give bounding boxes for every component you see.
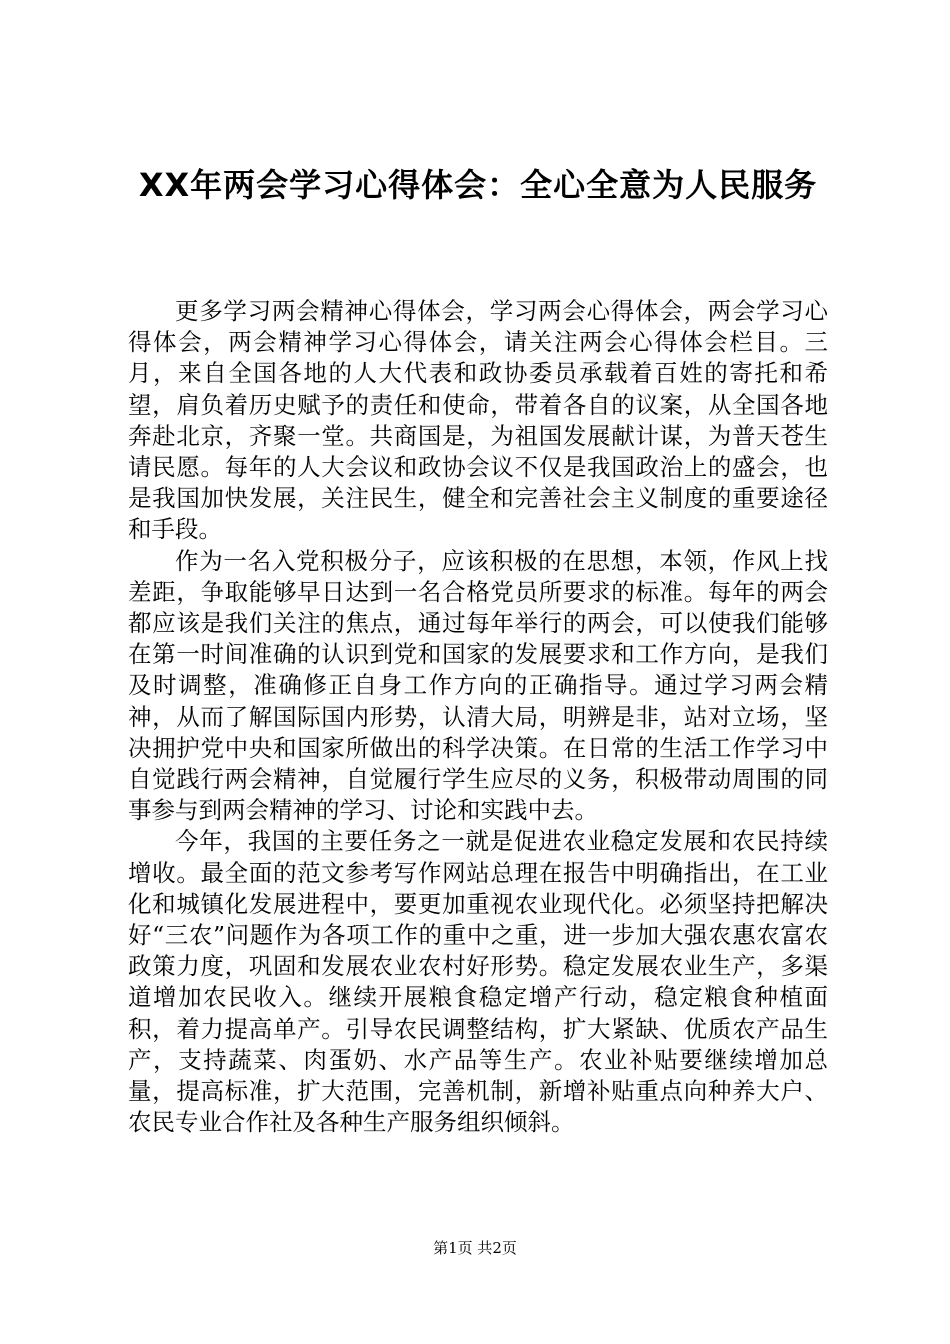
paragraph-2: 作为一名入党积极分子，应该积极的在思想，本领，作风上找差距，争取能够早日达到一名合格党员所要求的标准。每年的两会都应该是我们关注的焦点，通过每年举行的两会，可以使我们能够在第一时间准确的认识到党和国家的发展要求和工作方向，是我们及时调整，准确修正自身工作方向的正确指导。通过学习两会精神，从而了解国际国内形势，认清大局，明辨是非，站对立场，坚决拥护党中央和国家所做出的科学决策。在日常的生活工作学习中自觉践行两会精神，自觉履行学生应尽的义务，积极带动周围的同事参与到两会精神的学习、讨论和实践中去。	[128, 546, 828, 825]
paragraph-3: 今年，我国的主要任务之一就是促进农业稳定发展和农民持续增收。最全面的范文参考写作网站总理在报告中明确指出，在工业化和城镇化发展进程中，要更加重视农业现代化。必须坚持把解决好“三农”问题作为各项工作的重中之重，进一步加大强农惠农富农政策力度，巩固和发展农业农村好形势。稳定发展农业生产，多渠道增加农民收入。继续开展粮食稳定增产行动，稳定粮食种植面积，着力提高单产。引导农民调整结构，扩大紧缺、优质农产品生产，支持蔬菜、肉蛋奶、水产品等生产。农业补贴要继续增加总量，提高标准，扩大范围，完善机制，新增补贴重点向种养大户、农民专业合作社及各种生产服务组织倾斜。	[128, 827, 828, 1137]
paragraph-1: 更多学习两会精神心得体会，学习两会心得体会，两会学习心得体会，两会精神学习心得体会，请关注两会心得体会栏目。三月，来自全国各地的人大代表和政协委员承载着百姓的寄托和希望，肩负着历史赋予的责任和使命，带着各自的议案，从全国各地奔赴北京，齐聚一堂。共商国是，为祖国发展献计谋，为普天苍生请民愿。每年的人大会议和政协会议不仅是我国政治上的盛会，也是我国加快发展，关注民生，健全和完善社会主义制度的重要途径和手段。	[128, 297, 828, 544]
document-body	[128, 296, 828, 1138]
page-footer: 第1页 共2页	[433, 1239, 517, 1257]
document-title: XX年两会学习心得体会：全心全意为人民服务	[138, 166, 818, 204]
